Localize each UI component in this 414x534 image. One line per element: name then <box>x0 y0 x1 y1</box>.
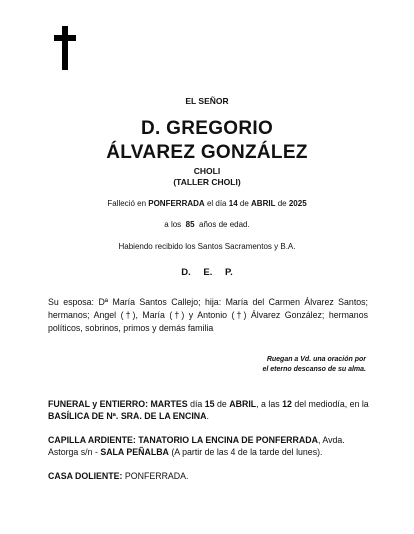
funeral-paragraph: FUNERAL y ENTIERRO: MARTES día 15 de ABRIL, a las 12 del mediodía, en la BASÍLICA DE Nª. SRA. DE LA ENCINA. <box>48 399 369 421</box>
nickname: CHOLI <box>193 166 221 176</box>
deceased-name-line2: ÁLVAREZ GONZÁLEZ <box>106 142 308 163</box>
prayer-request: Ruegan a Vd. una oración por el eterno descanso de su alma. <box>262 356 366 373</box>
death-line: Falleció en PONFERRADA el día 14 de ABRIL de 2025 <box>107 199 307 208</box>
family-paragraph: Su esposa: Dª María Santos Callejo; hija: María del Carmen Álvarez Santos; hermanos; Angel (†), María (†) y Antonio (†) Álvarez González; hermanos políticos, sobrinos, primos y demás familia <box>48 297 368 333</box>
wake-paragraph: CAPILLA ARDIENTE: TANATORIO LA ENCINA DE PONFERRADA, Avda. Astorga s/n - SALA PEÑALBA (A partir de las 4 de la tarde del lunes). <box>48 435 345 457</box>
mourning-house: CASA DOLIENTE: PONFERRADA. <box>48 471 189 481</box>
nickname-business: (TALLER CHOLI) <box>173 177 241 187</box>
dep-line: D. E. P. <box>181 267 233 278</box>
title-senor: EL SEÑOR <box>185 96 229 106</box>
age-line: a los 85 años de edad. <box>164 220 250 229</box>
sacraments-line: Habiendo recibido los Santos Sacramentos y B.A. <box>118 242 296 251</box>
cross-icon <box>54 26 76 70</box>
deceased-name-line1: D. GREGORIO <box>140 118 274 139</box>
